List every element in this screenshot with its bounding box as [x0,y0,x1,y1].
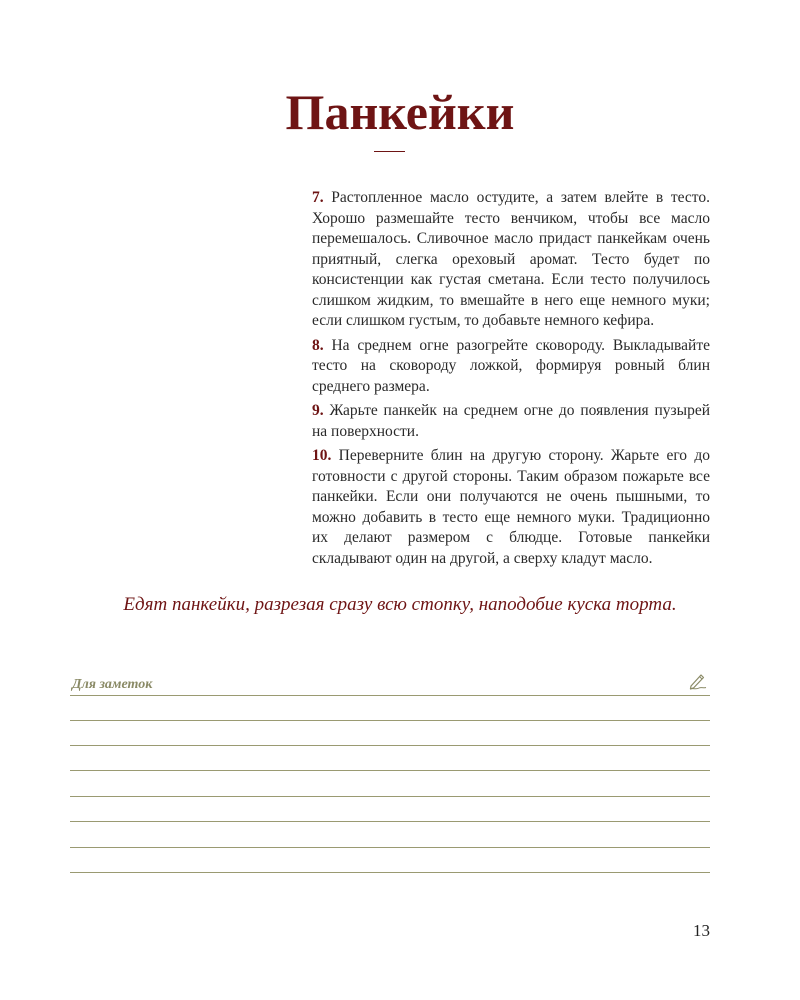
notes-label: Для заметок [72,677,153,692]
serving-tip: Едят панкейки, разрезая сразу всю стопку, наподобие куска торта. [123,594,677,615]
step-text: Переверните блин на другую сторону. Жарьте его до готовности с другой стороны. Таким образом пожарьте все панкейки. Если они получаются не очень пышными, то можно добавить в тесто еще немного муки. Традиционно их делают размером с блюдце. Готовые панкейки складывают один на другой, а сверху кладут масло. [312,447,710,567]
pencil-writing-icon [688,672,708,690]
step-number: 9. [312,402,324,419]
notes-line[interactable] [70,695,710,696]
step-text: Жарьте панкейк на среднем огне до появления пузырей на поверхности. [312,402,710,440]
notes-line[interactable] [70,847,710,848]
step-text: Растопленное масло остудите, а затем влейте в тесто. Хорошо размешайте тесто венчиком, чтобы все масло перемешалось. Сливочное масло придаст панкейкам очень приятный, слегка ореховый аромат. Тесто будет по консистенции как густая сметана. Если тесто получилось слишком жидким, то вмешайте в него еще немного муки; если слишком густым, то добавьте немного кефира. [312,189,710,329]
page-title: Панкейки [285,84,515,140]
step-number: 8. [312,336,324,354]
notes-line[interactable] [70,770,710,771]
title-divider [374,151,405,152]
notes-line[interactable] [70,872,710,873]
recipe-steps [312,188,710,573]
notes-line[interactable] [70,821,710,822]
recipe-step [312,401,710,442]
notes-line[interactable] [70,796,710,797]
step-number: 10. [312,447,332,464]
recipe-step [312,446,710,569]
recipe-step [312,336,710,398]
notes-line[interactable] [70,745,710,746]
notes-line[interactable] [70,720,710,721]
recipe-step [312,188,710,332]
step-number: 7. [312,189,324,206]
notes-section [70,672,710,882]
step-text: На среднем огне разогрейте сковороду. Выкладывайте тесто на сковороду ложкой, формируя ровный блин среднего размера. [312,336,710,395]
page-number: 13 [693,921,710,940]
